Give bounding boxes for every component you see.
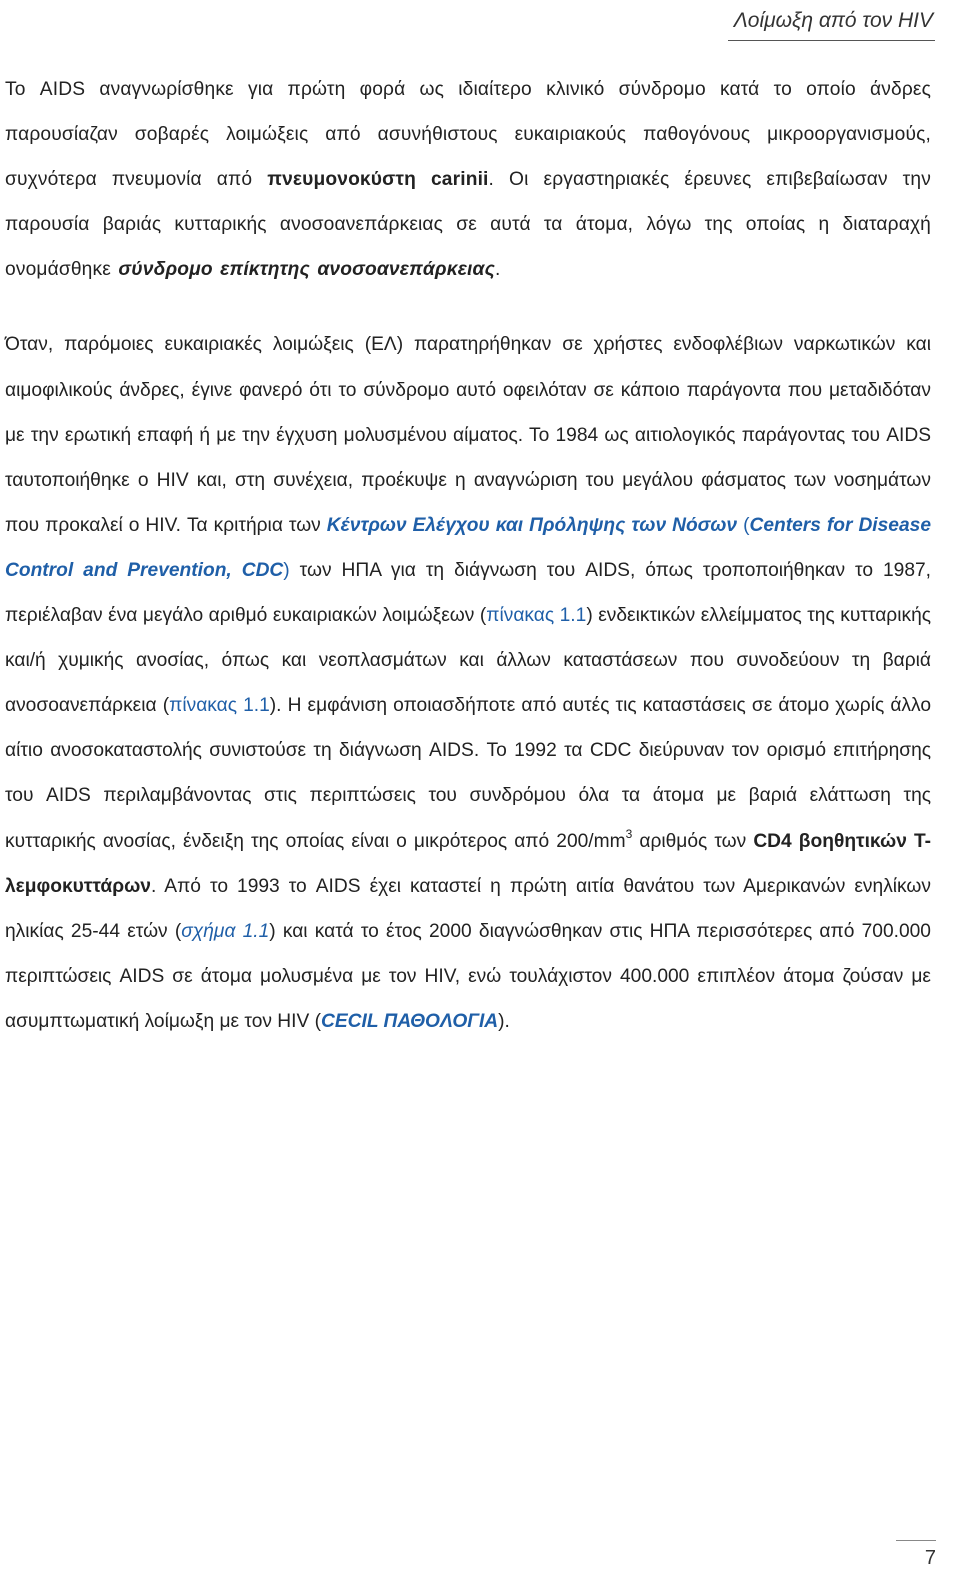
paragraph2-text-6: . Από το 1993 το AIDS έχει καταστεί η πρώτη αιτία θανάτου των Αμερικανών ενηλίκων ηλικίας 25-44 ετών ( <box>5 875 931 942</box>
cdc-english-link[interactable]: Centers for Disease Control and Prevention, CDC <box>5 514 931 581</box>
table-ref-link-1[interactable]: πίνακας 1.1 <box>486 605 587 627</box>
paragraph2-text-5: αριθμός των <box>632 830 754 852</box>
source-ref-link[interactable]: CECIL ΠΑΘΟΛΟΓΙΑ <box>321 1010 499 1032</box>
paragraph2-text-1: Όταν, παρόμοιες ευκαιριακές λοιμώξεις (ΕΛ) παρατηρήθηκαν σε χρήστες ενδοφλέβιων ναρκωτικών και αιμοφιλικούς άνδρες, έγινε φανερό ότι το σύνδρομο αυτό οφειλόταν σε κάποιο παράγοντα που μεταδιδόταν με την ερωτική επαφή ή με την έγχυση μολυσμένου αίματος. Το 1984 ως αιτιολογικός παράγοντας του AIDS ταυτοποιήθηκε ο HIV και, στη συνέχεια, προέκυψε η αναγνώριση του μεγάλου φάσματος των νοσημάτων που προκαλεί ο HIV. Τα κριτήρια των <box>5 334 931 536</box>
page-body <box>5 67 931 1044</box>
superscript-cubed: 3 <box>625 826 633 841</box>
paragraph1-text-2: . Οι εργαστηριακές έρευνες επιβεβαίωσαν την παρουσία βαριάς κυτταρικής ανοσοανεπάρκειας σε αυτά τα άτομα, λόγω της οποίας η διαταραχή ονομάσθηκε <box>5 169 931 281</box>
page-number: 7 <box>896 1540 936 1569</box>
running-header-title: Λοίμωξη από τον HIV <box>728 6 935 41</box>
paragraph1-text-1: Το AIDS αναγνωρίσθηκε για πρώτη φορά ως ιδιαίτερο κλινικό σύνδρομο κατά το οποίο άνδρες παρουσίαζαν σοβαρές λοιμώξεις από ασυνήθιστους ευκαιριακούς παθογόνους μικροοργανισμούς, συχνότερα πνευμονία από <box>5 79 931 191</box>
paragraph-hiv-history <box>5 322 931 1044</box>
paragraph2-text-7: ) και κατά το έτος 2000 διαγνώσθηκαν στις ΗΠΑ περισσότερες από 700.000 περιπτώσεις AIDS σε άτομα μολυσμένα με τον HIV, ενώ τουλάχιστον 400.000 επιπλέον άτομα ζούσαν με ασυμπτωματική λοίμωξη με τον HIV ( <box>5 920 931 1032</box>
paragraph2-text-8: ). <box>498 1010 510 1032</box>
table-ref-link-2[interactable]: πίνακας 1.1 <box>169 695 270 717</box>
organism-name: πνευμονοκύστη carinii <box>267 169 489 191</box>
paragraph2-text-4: ). Η εμφάνιση οποιασδήποτε από αυτές τις καταστάσεις σε άτομο χωρίς άλλο αίτιο ανοσοκαταστολής συνιστούσε τη διάγνωση AIDS. Το 1992 τα CDC διεύρυναν τον ορισμό επιτήρησης του AIDS περιλαμβάνοντας στις περιπτώσεις του συνδρόμου όλα τα άτομα με βαριά ελάττωση της κυτταρικής ανοσίας, ένδειξη της οποίας είναι ο μικρότερος από 200/mm <box>5 695 931 852</box>
paragraph1-text-3: . <box>494 259 501 281</box>
figure-ref-link[interactable]: σχήμα 1.1 <box>181 920 270 942</box>
syndrome-term: σύνδρομο επίκτητης ανοσοανεπάρκειας <box>118 259 495 281</box>
paragraph2-text-3: ) ενδεικτικών ελλείμματος της κυτταρικής και/ή χυμικής ανοσίας, όπως και νεοπλασμάτων και άλλων καταστάσεων που συνοδεύουν τη βαριά ανοσοανεπάρκεια ( <box>5 605 931 717</box>
cdc-close-paren: ) <box>283 559 290 581</box>
paragraph-aids-recognition <box>5 67 931 292</box>
cd4-cells-term: CD4 βοηθητικών Τ-λεμφοκυττάρων <box>5 830 931 897</box>
cdc-greek-link[interactable]: Κέντρων Ελέγχου και Πρόληψης των Νόσων <box>326 514 738 536</box>
cdc-open-paren: ( <box>737 514 750 536</box>
paragraph2-text-2: των ΗΠΑ για τη διάγνωση του AIDS, όπως τροποποιήθηκαν το 1987, περιέλαβαν ένα μεγάλο αριθμό ευκαιριακών λοιμώξεων ( <box>5 559 931 627</box>
